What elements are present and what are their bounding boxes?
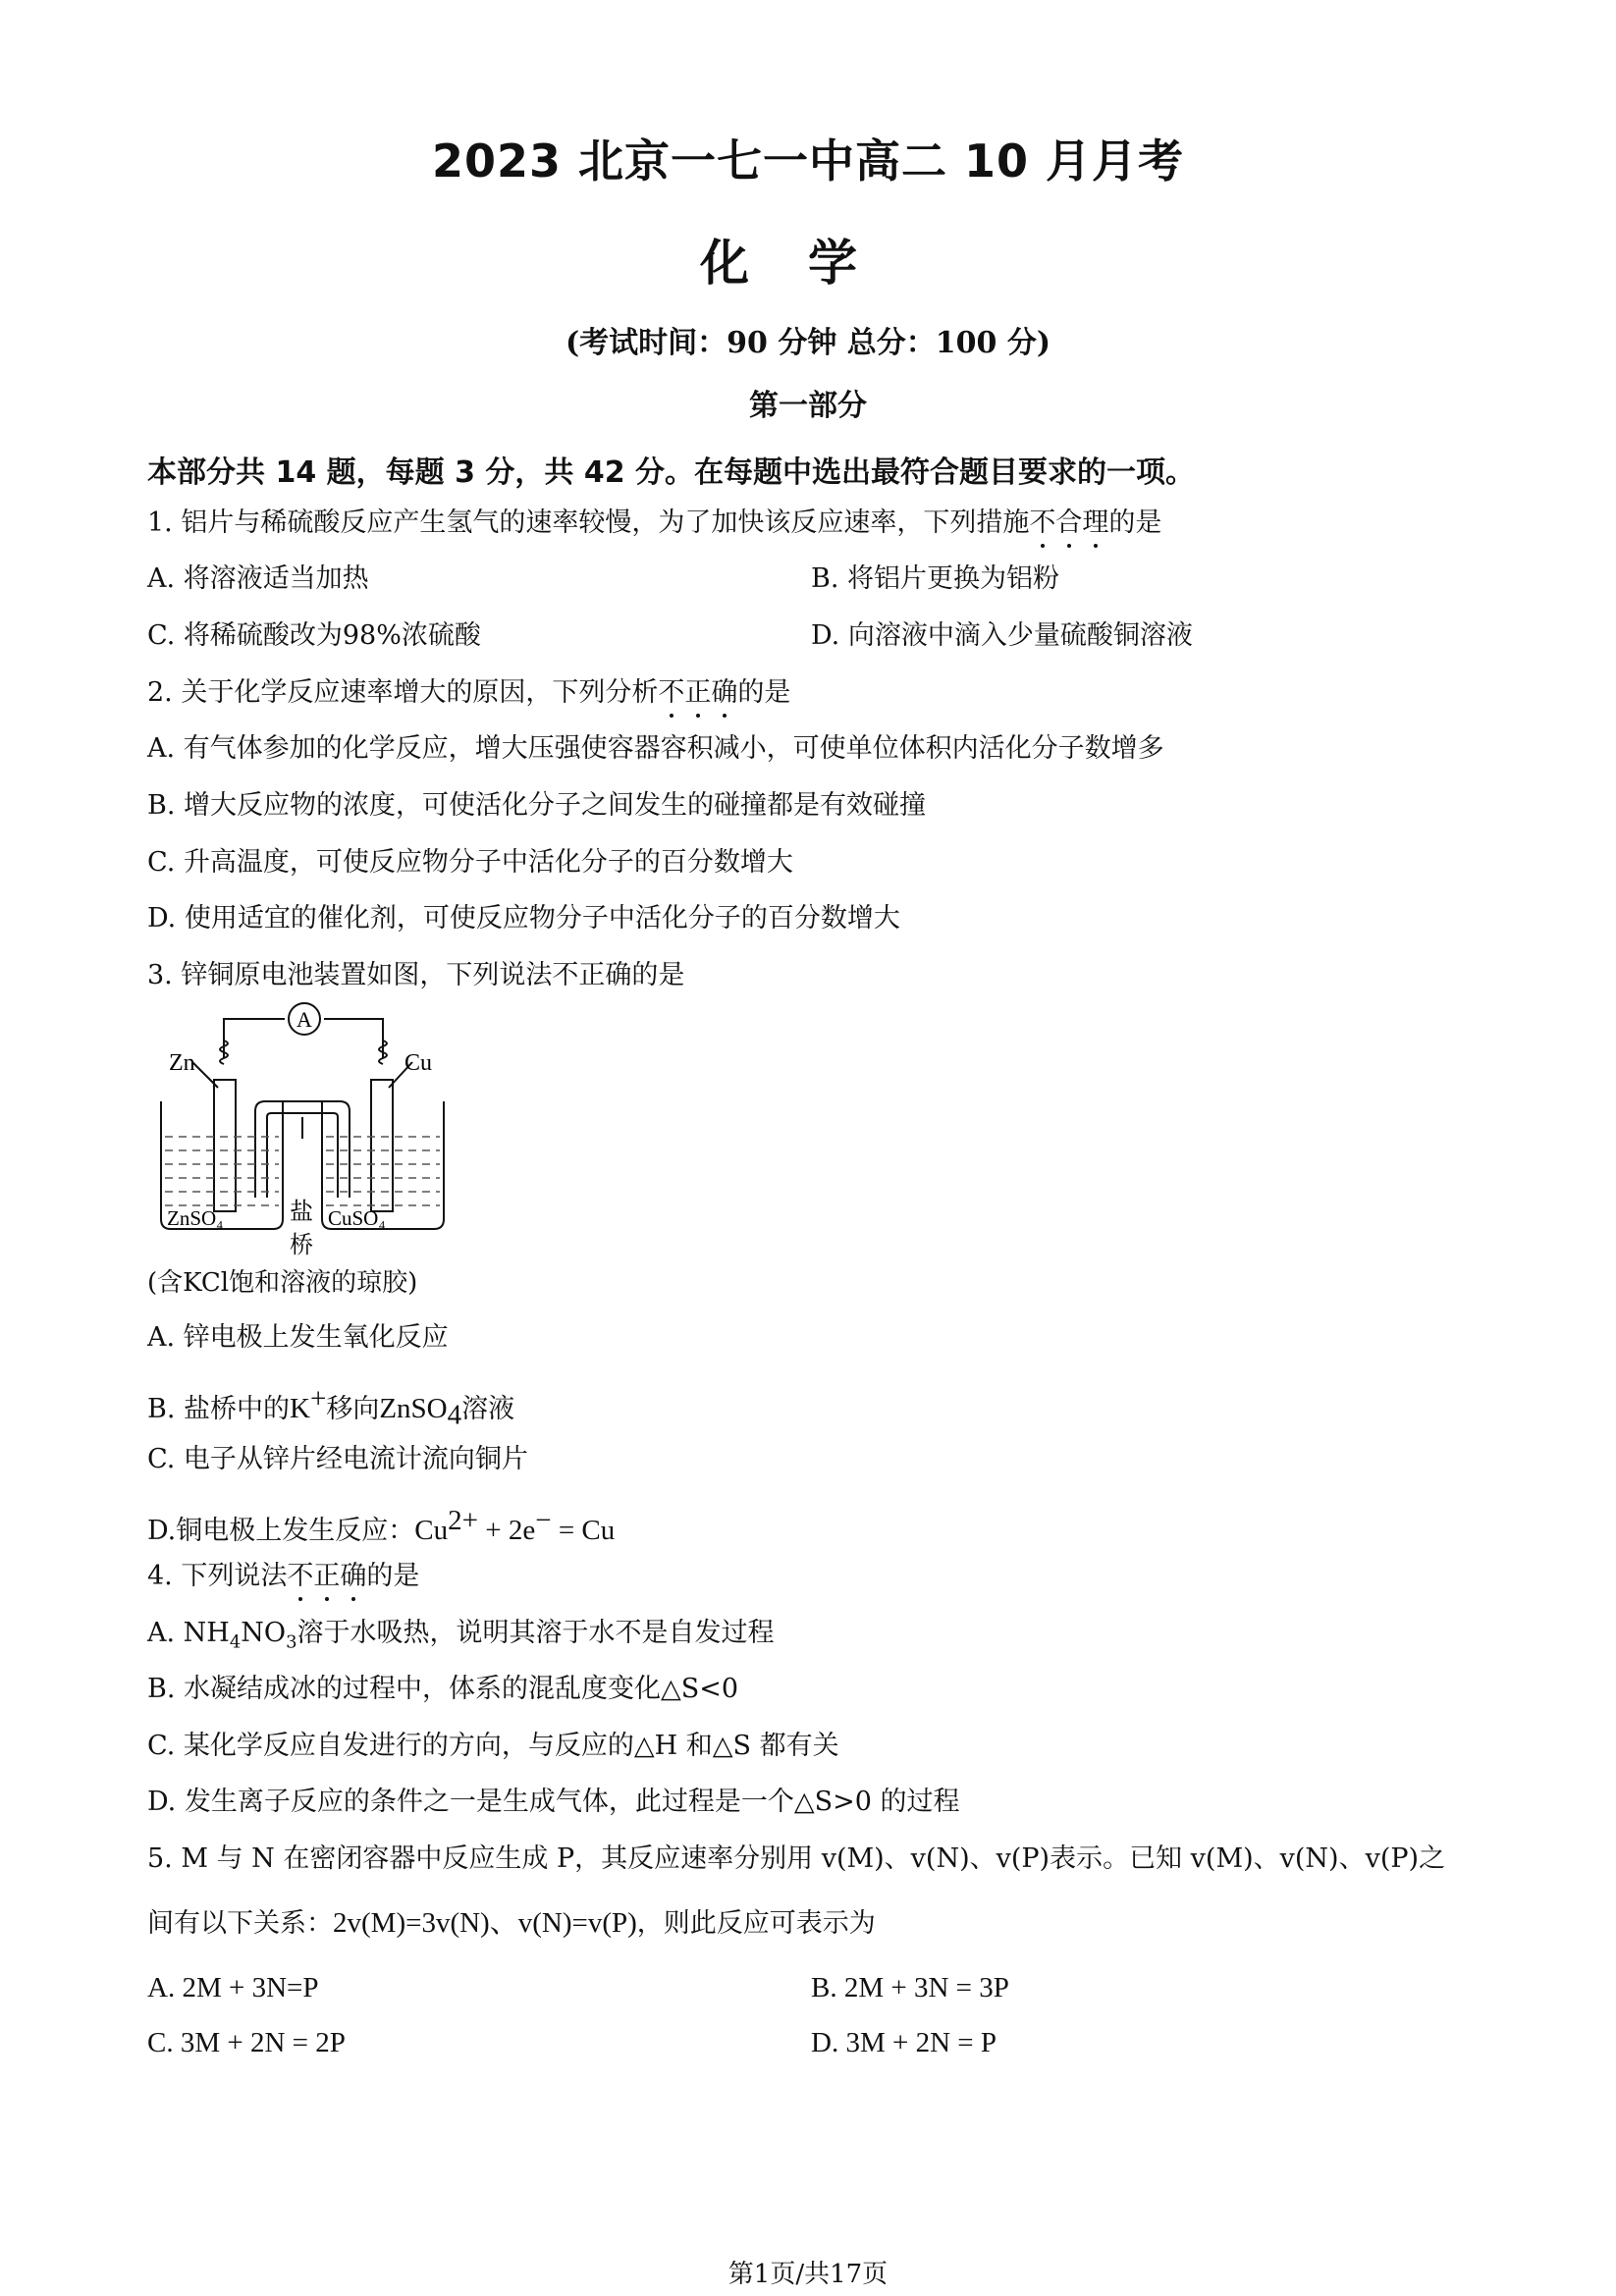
q5-option-a: A. 2M + 3N=P [147, 1972, 319, 2003]
right-wire [324, 1019, 383, 1058]
salt-bridge-label-2: 桥 [290, 1231, 313, 1258]
q2-option-d: D. 使用适宜的催化剂，可使反应物分子中活化分子的百分数增大 [147, 903, 900, 934]
ammeter-label: A [296, 1007, 312, 1032]
q4-option-d: D. 发生离子反应的条件之一是生成气体，此过程是一个△S>0 的过程 [147, 1787, 960, 1817]
q5-option-c: C. 3M + 2N = 2P [147, 2027, 346, 2058]
q3-stem: 3. 锌铜原电池装置如图，下列说法不正确的是 [147, 960, 685, 990]
exam-info: (考试时间：90 分钟 总分：100 分) [565, 326, 1051, 360]
q2-option-c: C. 升高温度，可使反应物分子中活化分子的百分数增大 [147, 847, 793, 878]
q4-option-c: C. 某化学反应自发进行的方向，与反应的△H 和△S 都有关 [147, 1731, 839, 1761]
q1-option-a: A. 将溶液适当加热 [147, 563, 369, 594]
q3-option-d: D.铜电极上发生反应：$Cu^{2+} + 2e^- = Cu$ [147, 1505, 616, 1546]
q3-option-a: A. 锌电极上发生氧化反应 [147, 1322, 449, 1353]
q3-option-c: C. 电子从锌片经电流计流向铜片 [147, 1444, 528, 1474]
q1-option-b: B. 将铝片更换为铝粉 [811, 563, 1060, 594]
znso4-label: ZnSO₄ [167, 1206, 224, 1230]
q5-option-d: D. 3M + 2N = P [811, 2027, 997, 2058]
q4-option-b: B. 水凝结成冰的过程中，体系的混乱度变化△S<0 [147, 1674, 739, 1704]
exam-title: 2023 北京一七一中高二 10 月月考 [431, 134, 1185, 187]
q2-option-b: B. 增大反应物的浓度，可使活化分子之间发生的碰撞都是有效碰撞 [147, 790, 927, 821]
part-instructions: 本部分共 14 题，每题 3 分，共 42 分。在每题中选出最符合题目要求的一项。 [147, 455, 1196, 490]
q2-option-a: A. 有气体参加的化学反应，增大压强使容器容积减小，可使单位体积内活化分子数增多 [147, 733, 1164, 764]
q5-option-b: B. 2M + 3N = 3P [811, 1972, 1009, 2003]
zn-label: Zn [169, 1050, 195, 1076]
zinc-copper-cell-diagram [147, 1001, 461, 1264]
q3-option-b: B. 盐桥中的K+移向ZnSO$_4$溶液 [147, 1383, 515, 1431]
q1-option-c: C. 将稀硫酸改为98%浓硫酸 [147, 620, 481, 651]
q4-option-a: A. $NH_4NO_3$溶于水吸热，说明其溶于水不是自发过程 [147, 1618, 775, 1653]
q1-stem: 1. 铝片与稀硫酸反应产生氢气的速率较慢，为了加快该反应速率，下列措施不合理的是 [147, 507, 1162, 538]
q1-option-d: D. 向溶液中滴入少量硫酸铜溶液 [811, 620, 1193, 651]
page-number: 第1页/共17页 [727, 2260, 889, 2289]
q5-stem-line-1: 5. M 与 N 在密闭容器中反应生成 P，其反应速率分别用 v(M)、v(N)、v(P)表示。已知 v(M)、v(N)、v(P)之 [147, 1843, 1446, 1874]
q3-figure-caption: (含KCl饱和溶液的琼胶) [147, 1268, 418, 1298]
left-wire [224, 1019, 285, 1058]
salt-bridge-label-1: 盐 [290, 1198, 313, 1225]
subject-title: 化学 [700, 235, 916, 292]
cu-label: Cu [404, 1050, 433, 1076]
q5-rate-relation: 2v(M)=3v(N)、v(N)=v(P) [333, 1907, 637, 1939]
q4-stem: 4. 下列说法不正确的是 [147, 1561, 420, 1591]
q2-stem: 2. 关于化学反应速率增大的原因，下列分析不正确的是 [147, 677, 791, 708]
salt-bridge [255, 1101, 350, 1198]
q5-stem-line-2: 间有以下关系：2v(M)=3v(N)、v(N)=v(P)，则此反应可表示为 [147, 1907, 876, 1939]
part-title: 第一部分 [749, 389, 867, 423]
cuso4-label: CuSO₄ [328, 1206, 386, 1230]
